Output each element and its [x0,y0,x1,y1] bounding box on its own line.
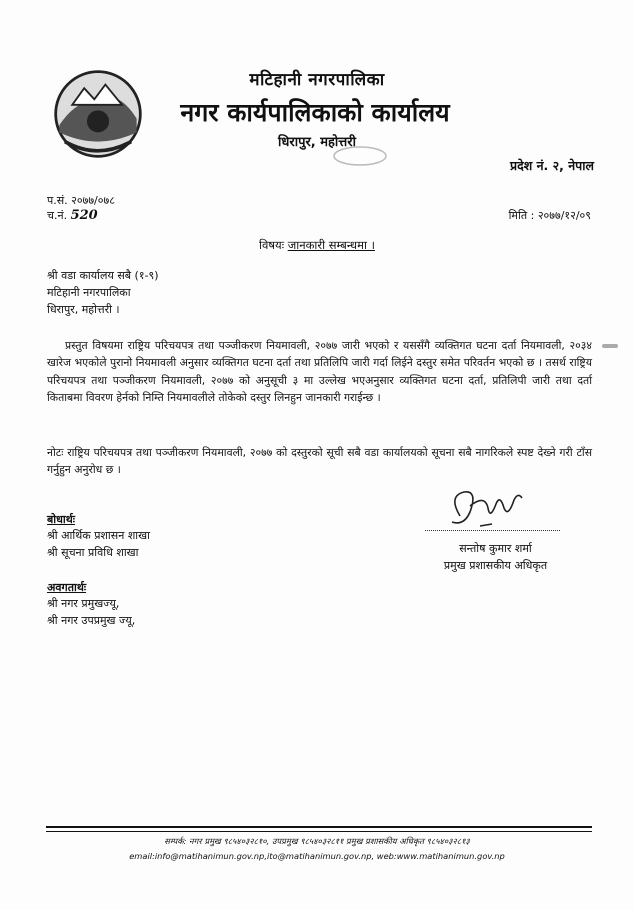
province-label: प्रदेश नं. २, नेपाल [510,158,594,173]
recipient-block [47,267,159,318]
footer-divider [46,826,592,828]
ref-ps: प.सं. २०७७/०७८ [47,194,115,207]
municipality-name: मटिहानी नगरपालिका [249,70,385,90]
office-location: धिरापुर, महोत्तरी [278,135,356,150]
footer-divider [46,831,592,832]
cc-info-block [47,512,150,561]
footer-contact: सम्पर्क: नगर प्रमुख ९८५४०३२८१०, उपप्रमुख ९८५४०३२८११ प्रमुख प्रशासकीय अधिकृत ९८५४०३२८१३ [164,836,470,846]
recipient-line: धिरापुर, महोत्तरी । [47,303,120,316]
cc-notice-item: श्री नगर प्रमुखज्यू, [47,597,120,610]
cc-info-label: बोधार्थः [47,513,75,526]
recipient-line: मटिहानी नगरपालिका [47,286,131,299]
signatory-name: सन्तोष कुमार शर्मा [459,542,532,555]
note-paragraph: नोटः राष्ट्रिय परिचयपत्र तथा पञ्जीकरण नियमावली, २०७७ को दस्तुरको सूची सबै वडा कार्यालयको सूचना सबै नागरिकले स्पष्ट देख्ने गरी टाँस गर्नुहुन अनुरोध छ । [47,446,592,477]
ref-chn [47,208,98,223]
signatory-block [418,540,573,574]
letter-date: मिति : २०७७/१२/०९ [508,209,591,222]
signature-line [425,530,560,531]
ref-chn-prefix: च.नं. [47,209,68,222]
subject-label: विषयः [259,238,285,252]
cc-notice-block [47,580,135,629]
cc-notice-item: श्री नगर उपप्रमुख ज्यू, [47,614,136,627]
seal-stamp-icon [332,145,388,167]
footer-email: email:info@matihanimun.gov.np,ito@matihanimun.gov.np, web:www.matihanimun.gov.np [129,851,505,861]
cc-notice-label: अवगतार्थः [47,581,87,594]
signatory-title: प्रमुख प्रशासकीय अधिकृत [443,559,548,572]
scan-mark [602,344,618,348]
cc-info-item: श्री सूचना प्रविधि शाखा [47,546,139,559]
subject-text: जानकारी सम्बन्धमा । [287,238,375,252]
signature-icon [430,486,530,534]
ref-chn-number: 520 [70,208,98,223]
subject-line [0,238,634,253]
cc-info-item: श्री आर्थिक प्रशासन शाखा [47,529,150,542]
office-title: नगर कार्यपालिकाको कार्यालय [180,98,450,127]
recipient-line: श्री वडा कार्यालय सबै (१-९) [47,269,159,282]
body-paragraph: प्रस्तुत विषयमा राष्ट्रिय परिचयपत्र तथा पञ्जीकरण नियमावली, २०७७ जारी भएको र यससँगै व्यक्तिगत घटना दर्ता नियमावली, २०३४ खारेज भएकोले पुरानो नियमावली अनुसार व्यक्तिगत घटना दर्ता तथा प्रतिलिपि जारी गर्दा लिईने दस्तुर समेत परिवर्तन भएको छ । तसर्थ राष्ट्रिय परिचयपत्र तथा पञ्जीकरण नियमावली, २०७७ को अनुसूची ३ मा उल्लेख भएअनुसार व्यक्तिगत घटना दर्ता, प्रतिलिपी जारी तथा दर्ता किताबमा विवरण हेर्नको निम्ति नियमावलीले तोकेको दस्तुर लिनहुन जानकारी गराईन्छ । [47,339,592,404]
